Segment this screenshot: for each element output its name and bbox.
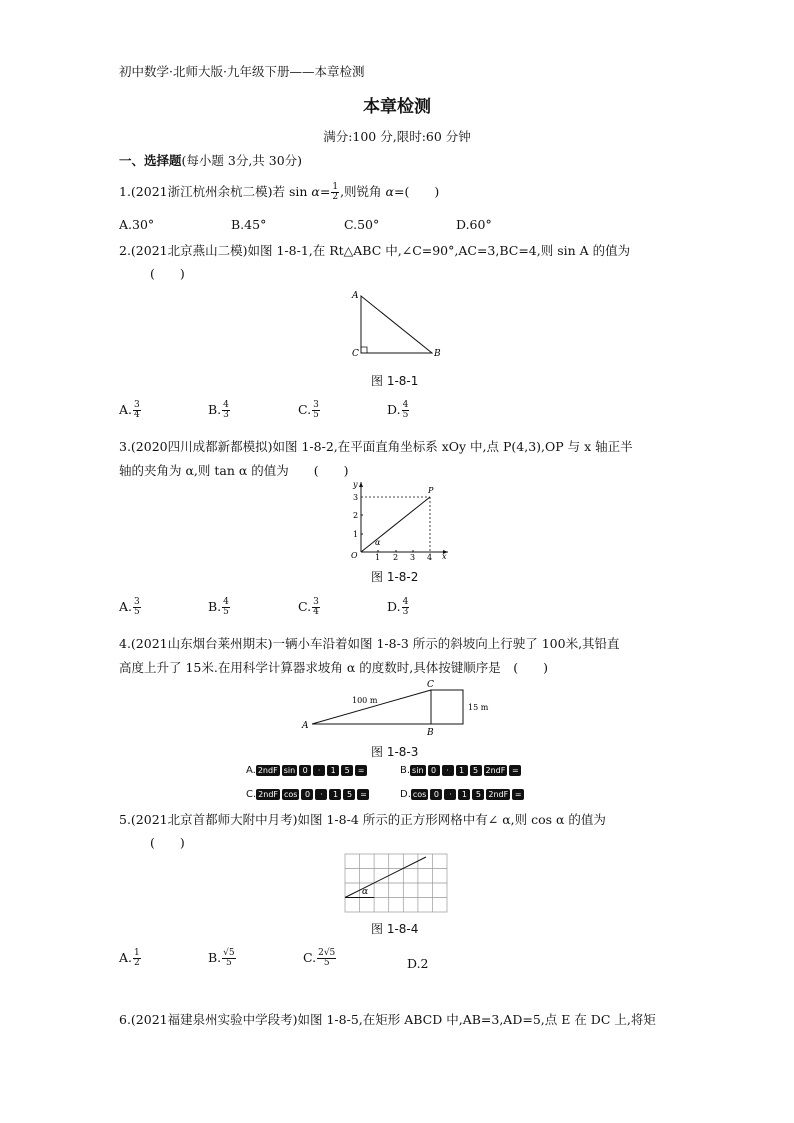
q3-option-d: D. $\frac{4}{3}$ [387, 597, 409, 617]
point-p-label: P [428, 486, 434, 495]
label-a: A [302, 721, 309, 731]
y-tick-3: 3 [353, 493, 359, 502]
section-heading [119, 151, 302, 169]
key-5: 5 [472, 789, 484, 800]
q1-stem-end: =( ) [393, 184, 440, 199]
question-6: 6.(2021福建泉州实验中学段考)如图 1-8-5,在矩形 ABCD 中,AB=3,AD=5,点 E 在 DC 上,将矩 [119, 1012, 656, 1027]
figure-caption: 图 1-8-1 [371, 374, 419, 388]
key-5: 5 [343, 789, 355, 800]
key-dot: · [315, 789, 327, 800]
key-0: 0 [428, 765, 440, 776]
key-dot: · [442, 765, 454, 776]
label-b: B [427, 728, 434, 738]
q2-option-d: D. $\frac{4}{5}$ [387, 400, 409, 420]
question-3-line-1: 3.(2020四川成都新都模拟)如图 1-8-2,在平面直角坐标系 xOy 中,点 P(4,3),OP 与 x 轴正半 [119, 439, 633, 454]
axis-x-label: x [442, 552, 447, 561]
x-tick-4: 4 [427, 553, 433, 562]
q5-option-a: A. $\frac{1}{2}$ [119, 948, 140, 968]
q3-option-c: C. $\frac{3}{4}$ [298, 597, 319, 617]
key-dot: · [313, 765, 325, 776]
question-4-line-1: 4.(2021山东烟台莱州期末)一辆小车沿着如图 1-8-3 所示的斜坡向上行驶了 100米,其铅直 [119, 636, 620, 651]
key-equals: = [357, 789, 369, 800]
key-5: 5 [341, 765, 353, 776]
exam-info: 满分:100 分,限时:60 分钟 [323, 129, 471, 144]
key-1: 1 [327, 765, 339, 776]
question-2: 2.(2021北京燕山二模)如图 1-8-1,在 Rt△ABC 中,∠C=90°,AC=3,BC=4,则 sin A 的值为 [119, 243, 631, 258]
y-tick-1: 1 [353, 530, 359, 539]
q3-option-a: A. $\frac{3}{5}$ [119, 597, 140, 617]
label-c: C [352, 349, 359, 358]
key-2ndf: 2ndF [485, 766, 506, 775]
key-sin: sin [412, 766, 424, 775]
key-dot: · [444, 789, 456, 800]
x-tick-3: 3 [410, 553, 416, 562]
q4-option-b: B. sin 0 · 1 5 2ndF = [400, 765, 523, 776]
q5-answer-blank: ( ) [150, 835, 185, 850]
key-equals: = [512, 789, 524, 800]
key-0: 0 [301, 789, 313, 800]
label-b: B [434, 349, 441, 358]
figure-1-8-1 [340, 286, 450, 358]
key-1: 1 [458, 789, 470, 800]
figure-caption: 图 1-8-2 [371, 570, 419, 584]
q2-option-b: B. $\frac{4}{3}$ [208, 400, 229, 420]
question-3-line-2: 轴的夹角为 α,则 tan α 的值为 ( ) [119, 463, 349, 478]
q2-option-c: C. $\frac{3}{5}$ [298, 400, 319, 420]
x-tick-2: 2 [393, 553, 399, 562]
q5-option-c: C. $\frac{2√5}{5}$ [303, 948, 336, 968]
key-equals: = [509, 765, 521, 776]
q2-option-a: A. $\frac{3}{4}$ [119, 400, 140, 420]
q3-option-b: B. $\frac{4}{5}$ [208, 597, 229, 617]
question-4-line-2: 高度上升了 15米.在用科学计算器求坡角 α 的度数时,具体按键顺序是 ( ) [119, 660, 548, 675]
q4-option-a: A. 2ndF sin 0 · 1 5 = [246, 765, 369, 776]
figure-caption: 图 1-8-4 [371, 922, 419, 936]
label-c: C [427, 680, 434, 690]
fraction: $\frac{1}{2}$ [332, 182, 339, 202]
x-tick-1: 1 [375, 553, 381, 562]
key-5: 5 [470, 765, 482, 776]
question-1 [119, 182, 439, 202]
q2-answer-blank: ( ) [150, 266, 185, 281]
figure-1-8-3 [298, 676, 498, 740]
q4-option-d: D. cos 0 · 1 5 2ndF = [400, 789, 526, 800]
question-5: 5.(2021北京首都师大附中月考)如图 1-8-4 所示的正方形网格中有∠ α,则 cos α 的值为 [119, 812, 606, 827]
q1-stem-start: 1.(2021浙江杭州余杭二模)若 sin [119, 184, 312, 199]
q1-option-b: B.45° [231, 217, 267, 232]
q1-stem-mid: ,则锐角 [340, 184, 386, 199]
key-0: 0 [299, 765, 311, 776]
key-cos: cos [412, 790, 427, 799]
q1-option-a: A.30° [119, 217, 155, 232]
y-tick-2: 2 [353, 511, 359, 520]
q1-option-d: D.60° [456, 217, 492, 232]
angle-alpha-label: α [362, 887, 369, 897]
section-label: 一、选择题 [119, 153, 182, 168]
q5-option-b: B. $\frac{√5}{5}$ [208, 948, 235, 968]
axis-y-label: y [353, 480, 358, 489]
running-header: 初中数学·北师大版·九年级下册——本章检测 [119, 64, 365, 79]
section-note: (每小题 3分,共 30分) [181, 153, 303, 168]
key-equals: = [355, 765, 367, 776]
key-sin: sin [283, 766, 296, 775]
figure-1-8-4 [342, 852, 452, 914]
angle-alpha-label: α [375, 538, 381, 547]
q1-option-c: C.50° [344, 217, 380, 232]
figure-1-8-2 [342, 478, 454, 562]
key-0: 0 [430, 789, 442, 800]
key-2ndf: 2ndF [258, 790, 279, 799]
page-title: 本章检测 [363, 97, 431, 117]
alpha-symbol: α [385, 184, 394, 199]
height-label: 15 m [468, 703, 489, 712]
key-cos: cos [284, 790, 298, 799]
key-1: 1 [456, 765, 468, 776]
label-a: A [352, 291, 359, 301]
slope-length-label: 100 m [352, 696, 378, 705]
figure-caption: 图 1-8-3 [371, 745, 419, 759]
key-2ndf: 2ndF [488, 790, 509, 799]
q5-option-d: D.2 [407, 956, 429, 971]
alpha-symbol: α [311, 184, 320, 199]
key-2ndf: 2ndF [257, 766, 278, 775]
q4-option-c: C. 2ndF cos 0 · 1 5 = [246, 789, 371, 800]
q1-equals: = [319, 184, 331, 199]
origin-label: O [351, 551, 358, 560]
key-1: 1 [329, 789, 341, 800]
